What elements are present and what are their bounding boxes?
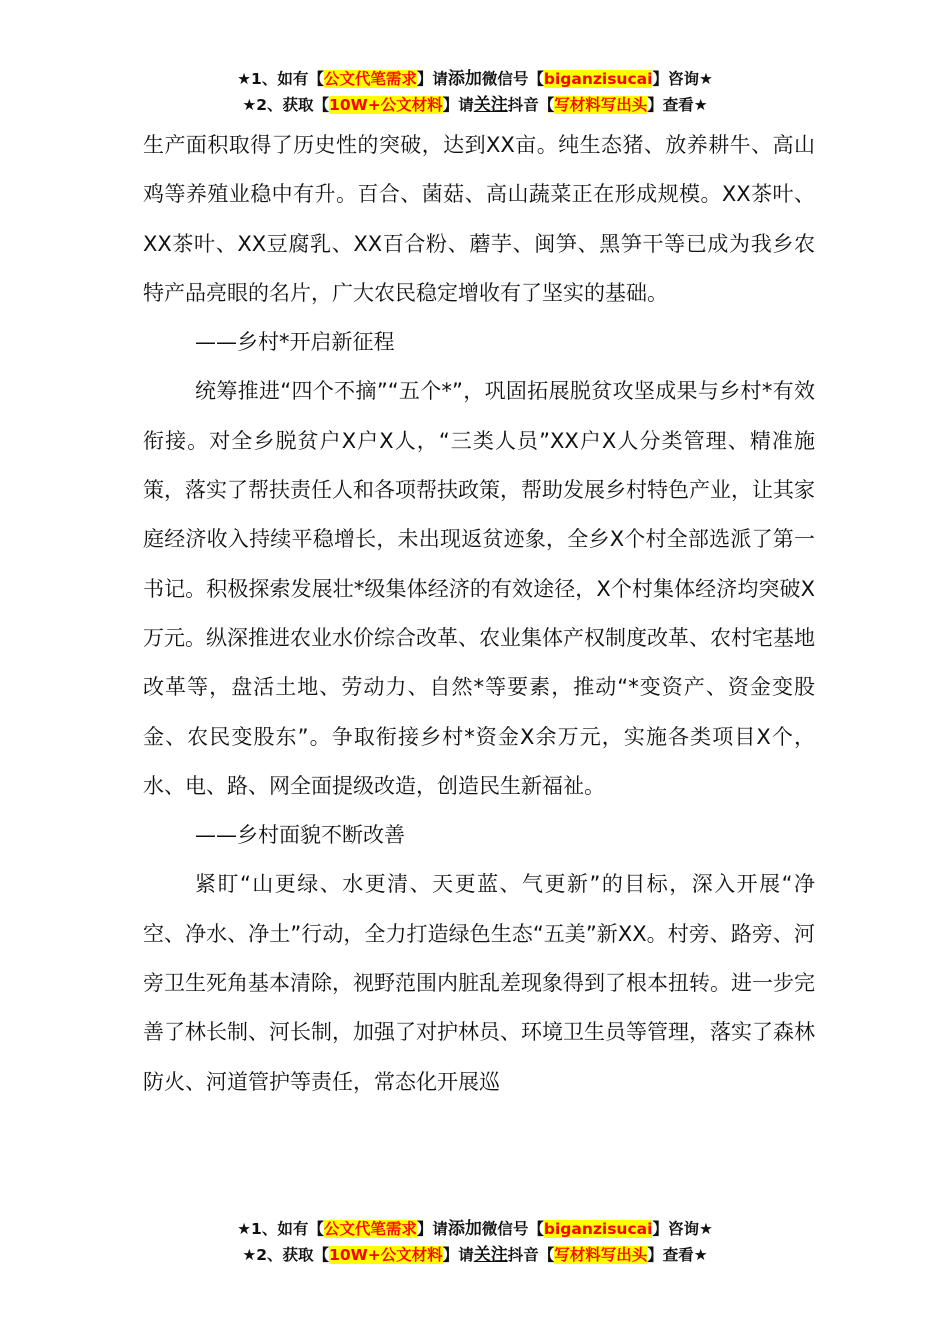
document-body	[143, 121, 815, 1107]
banner-text: 微信号【	[481, 70, 544, 88]
banner-text: ★1、如有【	[237, 1220, 324, 1238]
highlight-text: 10W+公文材料	[329, 96, 443, 114]
header-banner	[0, 66, 950, 118]
banner-text: 】咨询★	[652, 1220, 713, 1238]
banner-text: 抖音【	[507, 1246, 555, 1264]
emphasis-text: 添加	[447, 69, 482, 89]
paragraph: 统筹推进“四个不摘”“五个*”，巩固拓展脱贫攻坚成果与乡村*有效衔接。对全乡脱贫户X户X人，“三类人员”XX户X人分类管理、精准施策，落实了帮扶责任人和各项帮扶政策，帮助发展乡村特色产业，让其家庭经济收入持续平稳增长，未出现返贫迹象，全乡X个村全部选派了第一书记。积极探索发展壮*级集体经济的有效途径，X个村集体经济均突破X万元。纵深推进农业水价综合改革、农业集体产权制度改革、农村宅基地改革等，盘活土地、劳动力、自然*等要素，推动“*变资产、资金变股金、农民变股东”。争取衔接乡村*资金X余万元，实施各类项目X个，水、电、路、网全面提级改造，创造民生新福祉。	[143, 379, 815, 798]
douyin-account: 写材料写出头	[554, 1246, 648, 1264]
emphasis-text: 关注	[473, 95, 508, 115]
paragraph: 紧盯“山更绿、水更清、天更蓝、气更新”的目标，深入开展“净空、净水、净土”行动，全力打造绿色生态“五美”新XX。村旁、路旁、河旁卫生死角基本清除，视野范围内脏乱差现象得到了根本扭转。进一步完善了林长制、河长制，加强了对护林员、环境卫生员等管理，落实了森林防火、河道管护等责任，常态化开展巡	[143, 872, 815, 1094]
emphasis-text: 关注	[473, 1245, 508, 1265]
banner-text: 】请	[416, 70, 448, 88]
banner-text: 】查看★	[647, 1246, 708, 1264]
banner-text: 抖音【	[507, 96, 555, 114]
highlight-text: 公文代笔需求	[323, 1220, 417, 1238]
footer-banner	[0, 1216, 950, 1268]
banner-text: ★2、获取【	[242, 96, 330, 114]
section-heading: ——乡村面貌不断改善	[195, 823, 405, 848]
banner-text: 】查看★	[647, 96, 708, 114]
banner-text: ★1、如有【	[237, 70, 324, 88]
banner-text: ★2、获取【	[242, 1246, 330, 1264]
highlight-text: 公文代笔需求	[323, 70, 417, 88]
banner-line-1	[0, 66, 950, 92]
banner-text: 】咨询★	[652, 70, 713, 88]
banner-line-2	[0, 1242, 950, 1268]
douyin-account: 写材料写出头	[554, 96, 648, 114]
banner-line-1	[0, 1216, 950, 1242]
banner-text: 】请	[442, 1246, 474, 1264]
emphasis-text: 添加	[447, 1219, 482, 1239]
paragraph: 生产面积取得了历史性的突破，达到XX亩。纯生态猪、放养耕牛、高山鸡等养殖业稳中有升。百合、菌菇、高山蔬菜正在形成规模。XX茶叶、XX茶叶、XX豆腐乳、XX百合粉、蘑芋、闽笋、黑笋干等已成为我乡农特产品亮眼的名片，广大农民稳定增收有了坚实的基础。	[143, 133, 815, 305]
wechat-id: biganzisucai	[543, 1220, 653, 1238]
banner-text: 】请	[442, 96, 474, 114]
banner-line-2	[0, 92, 950, 118]
highlight-text: 10W+公文材料	[329, 1246, 443, 1264]
wechat-id: biganzisucai	[543, 70, 653, 88]
banner-text: 微信号【	[481, 1220, 544, 1238]
section-heading: ——乡村*开启新征程	[195, 330, 395, 355]
banner-text: 】请	[416, 1220, 448, 1238]
